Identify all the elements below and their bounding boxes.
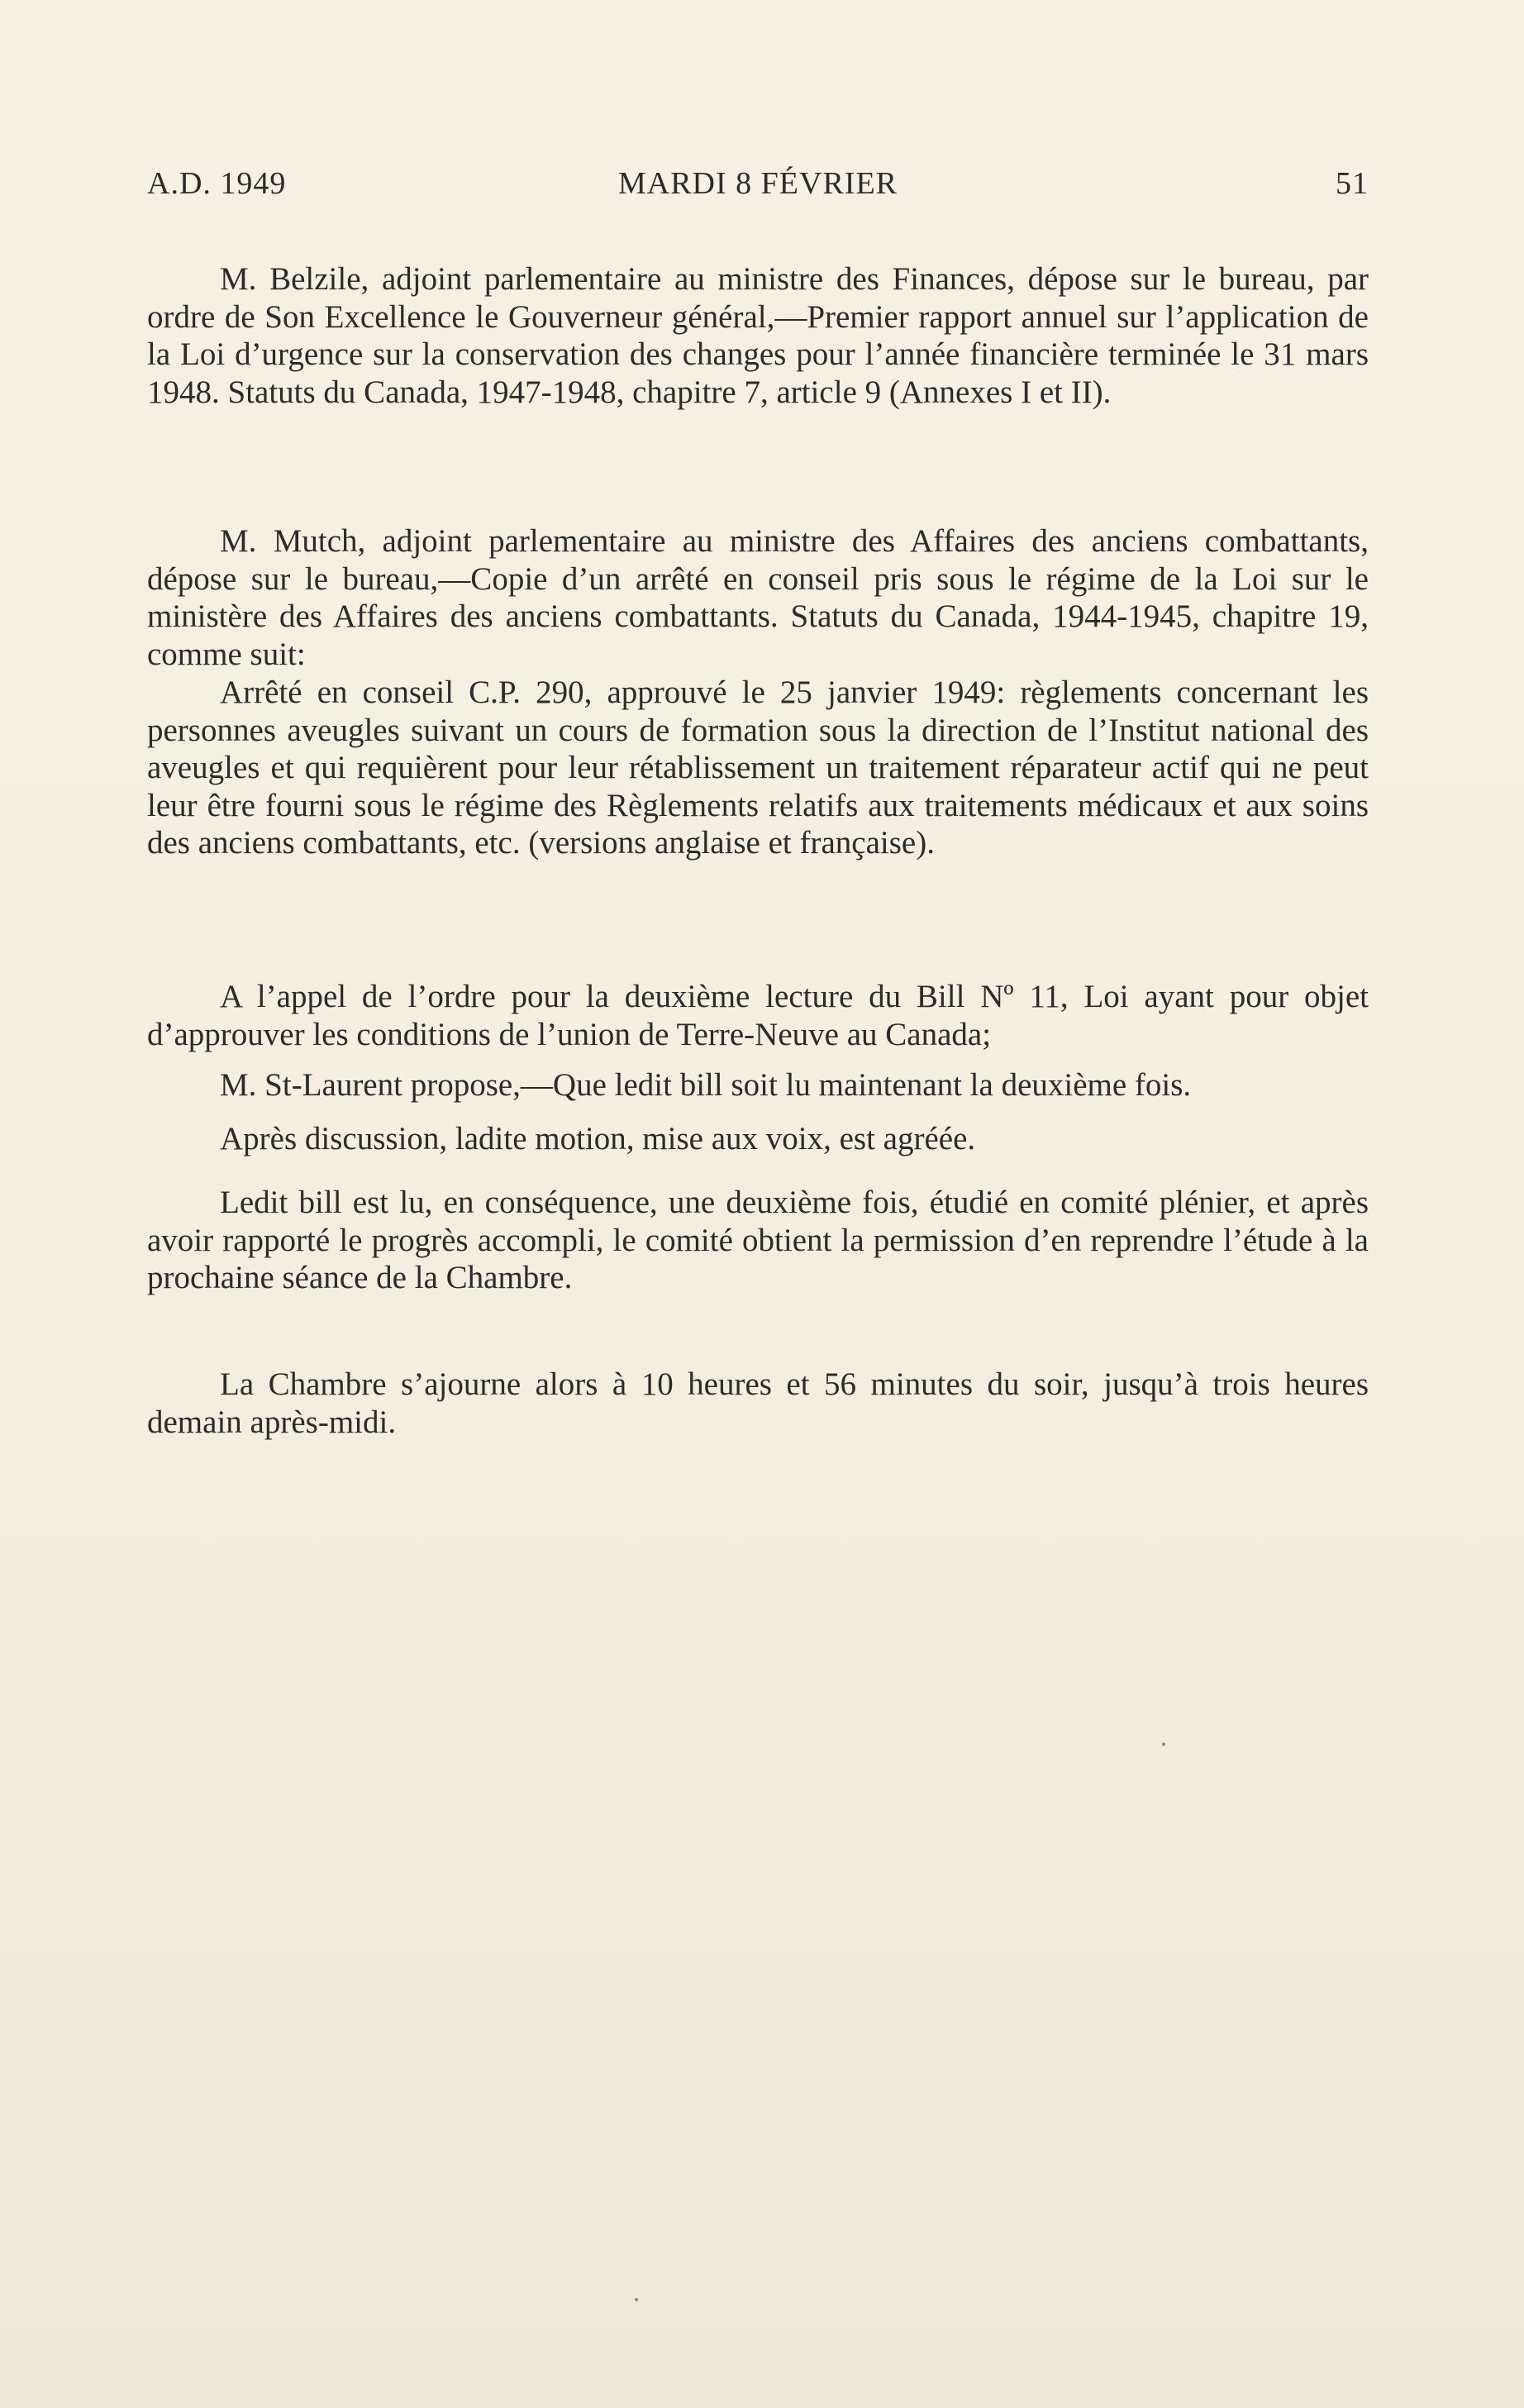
paragraph-belzile-report: M. Belzile, adjoint parlementaire au ministre des Finances, dépose sur le bureau, par ordre de Son Excellence le Gouverneur général,—Premier rapport annuel sur l’application de la Loi d’urgence sur la conservation des changes pour l’année financière terminée le 31 mars 1948. Statuts du Canada, 1947-1948, chapitre 7, article 9 (Annexes I et II).: [147, 261, 1369, 410]
header-date: MARDI 8 FÉVRIER: [617, 166, 898, 201]
running-header: [147, 165, 1369, 207]
paragraph-adjournment: La Chambre s’ajourne alors à 10 heures et 56 minutes du soir, jusqu’à trois heures demain après-midi.: [147, 1366, 1369, 1440]
paragraph-order-in-council: Arrêté en conseil C.P. 290, approuvé le 25 janvier 1949: règlements concernant les personnes aveugles suivant un cours de formation sous la direction de l’Institut national des aveugles et qui requièrent pour leur rétablissement un traitement réparateur actif qui ne peut leur être fourni sous le régime des Règlements relatifs aux traitements médicaux et aux soins des anciens combattants, etc. (versions anglaise et française).: [147, 675, 1369, 861]
header-year: A.D. 1949: [147, 166, 287, 201]
paper-speck: [635, 2298, 638, 2301]
paragraph-motion-agreed: Après discussion, ladite motion, mise aux voix, est agréée.: [220, 1121, 976, 1156]
paragraph-mutch-order: M. Mutch, adjoint parlementaire au ministre des Affaires des anciens combattants, dépose sur le bureau,—Copie d’un arrêté en conseil pris sous le régime de la Loi sur le ministère des Affaires des anciens combattants. Statuts du Canada, 1944-1945, chapitre 19, comme suit:: [147, 523, 1369, 672]
page-number: 51: [1336, 166, 1369, 201]
paragraph-committee-progress: Ledit bill est lu, en conséquence, une deuxième fois, étudié en comité plénier, et après avoir rapporté le progrès accompli, le comité obtient la permission d’en reprendre l’étude à la prochaine séance de la Chambre.: [147, 1185, 1369, 1295]
paragraph-st-laurent-motion: M. St-Laurent propose,—Que ledit bill soit lu maintenant la deuxième fois.: [220, 1067, 1192, 1103]
paper-speck: [1162, 1743, 1165, 1746]
paragraph-bill-reading: A l’appel de l’ordre pour la deuxième lecture du Bill Nº 11, Loi ayant pour objet d’approuver les conditions de l’union de Terre-Neuve au Canada;: [147, 979, 1369, 1052]
